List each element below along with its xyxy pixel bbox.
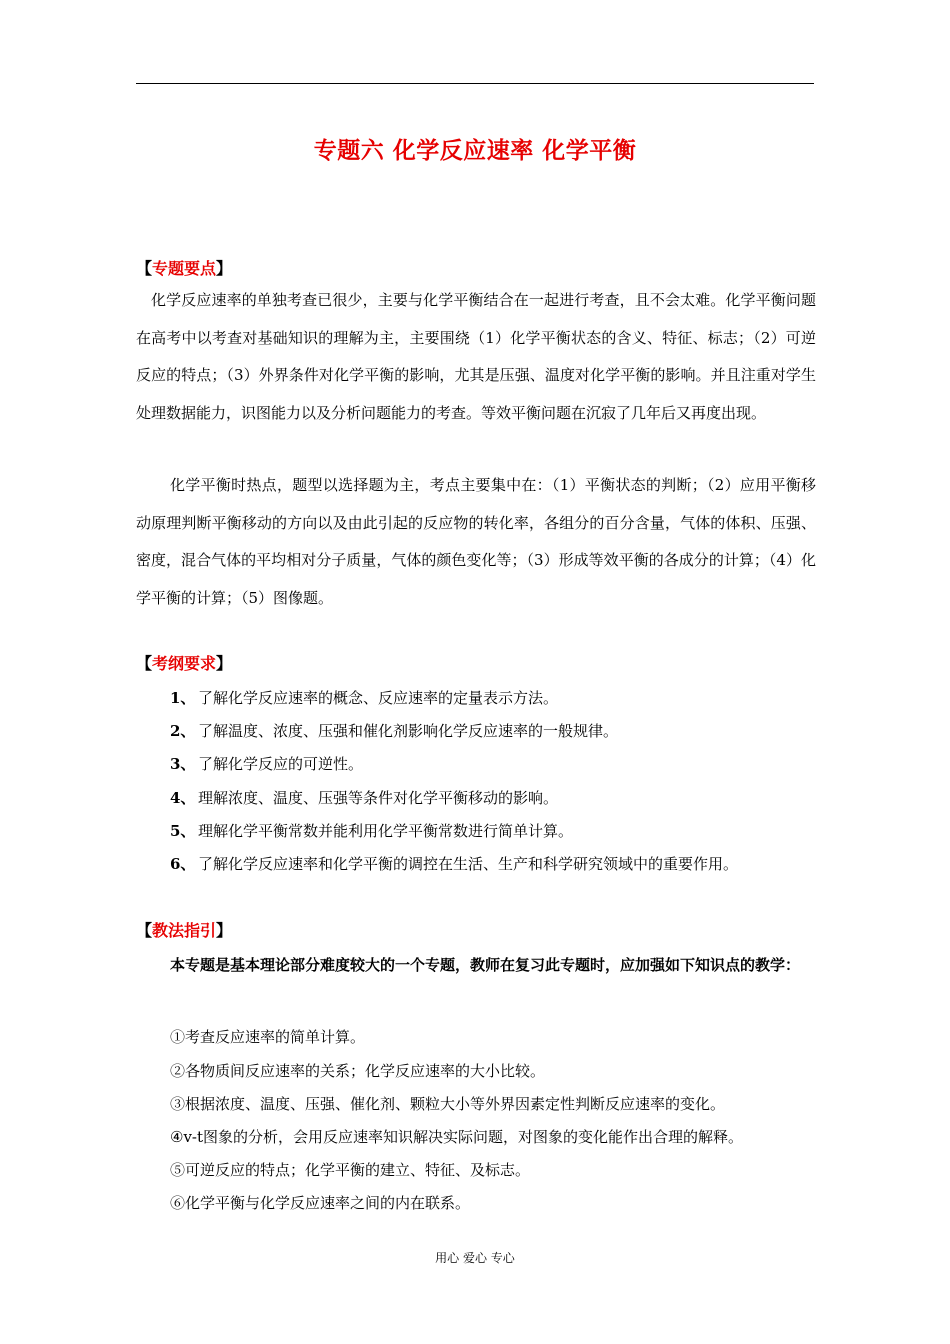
heading-bracket-open: 【 (136, 259, 153, 278)
item-text: 了解化学反应的可逆性。 (198, 755, 364, 773)
heading-bracket-close: 】 (216, 921, 233, 940)
heading-text: 专题要点 (152, 259, 217, 278)
knowledge-point: ①考查反应速率的简单计算。 (170, 1028, 366, 1046)
item-text: 了解化学反应速率和化学平衡的调控在生活、生产和科学研究领域中的重要作用。 (198, 855, 739, 873)
knowledge-point: ④v-t图象的分析，会用反应速率知识解决实际问题，对图象的变化能作出合理的解释。 (170, 1128, 744, 1146)
heading-bracket-open: 【 (136, 921, 153, 940)
heading-text: 教法指引 (152, 921, 217, 940)
item-number: 3、 (170, 755, 196, 773)
item-text: 了解化学反应速率的概念、反应速率的定量表示方法。 (198, 689, 559, 707)
list-item (170, 820, 573, 841)
header-rule (136, 83, 814, 84)
heading-bracket-close: 】 (216, 654, 233, 673)
section-heading-teaching-guide (136, 918, 232, 941)
list-item (170, 853, 738, 874)
list-item (170, 787, 558, 808)
heading-bracket-open: 【 (136, 654, 153, 673)
page-footer: 用心 爱心 专心 (435, 1251, 515, 1265)
item-number: 2、 (170, 722, 196, 740)
item-number: 6、 (170, 855, 196, 873)
teaching-intro: 本专题是基本理论部分难度较大的一个专题，教师在复习此专题时，应加强如下知识点的教学： (170, 956, 801, 974)
section-heading-key-points (136, 256, 232, 279)
list-item (170, 687, 558, 708)
item-text: 理解浓度、温度、压强等条件对化学平衡移动的影响。 (198, 789, 559, 807)
item-number: 1、 (170, 689, 196, 707)
item-number: 5、 (170, 822, 196, 840)
list-item (170, 720, 618, 741)
paragraph: 化学反应速率的单独考查已很少，主要与化学平衡结合在一起进行考查，且不会太难。化学平衡问题在高考中以考查对基础知识的理解为主，主要围绕（1）化学平衡状态的含义、特征、标志；（2）可逆反应的特点；（3）外界条件对化学平衡的影响，尤其是压强、温度对化学平衡的影响。并且注重对学生处理数据能力，识图能力以及分析问题能力的考查。等效平衡问题在沉寂了几年后又再度出现。 (136, 291, 816, 422)
paragraph: 化学平衡时热点，题型以选择题为主，考点主要集中在：（1）平衡状态的判断；（2）应用平衡移动原理判断平衡移动的方向以及由此引起的反应物的转化率，各组分的百分含量，气体的体积、压强、密度，混合气体的平均相对分子质量，气体的颜色变化等；（3）形成等效平衡的各成分的计算；（4）化学平衡的计算；（5）图像题。 (136, 476, 816, 607)
list-item (170, 753, 363, 774)
item-number: 4、 (170, 789, 196, 807)
knowledge-point: ②各物质间反应速率的关系；化学反应速率的大小比较。 (170, 1062, 546, 1080)
item-text: 理解化学平衡常数并能利用化学平衡常数进行简单计算。 (198, 822, 574, 840)
heading-bracket-close: 】 (216, 259, 233, 278)
item-text: 了解温度、浓度、压强和催化剂影响化学反应速率的一般规律。 (198, 722, 619, 740)
knowledge-point: ③根据浓度、温度、压强、催化剂、颗粒大小等外界因素定性判断反应速率的变化。 (170, 1095, 726, 1113)
heading-text: 考纲要求 (152, 654, 217, 673)
section-heading-syllabus (136, 651, 232, 674)
knowledge-point: ⑤可逆反应的特点；化学平衡的建立、特征、及标志。 (170, 1161, 531, 1179)
page-title: 专题六 化学反应速率 化学平衡 (313, 138, 637, 164)
knowledge-point: ⑥化学平衡与化学反应速率之间的内在联系。 (170, 1194, 471, 1212)
